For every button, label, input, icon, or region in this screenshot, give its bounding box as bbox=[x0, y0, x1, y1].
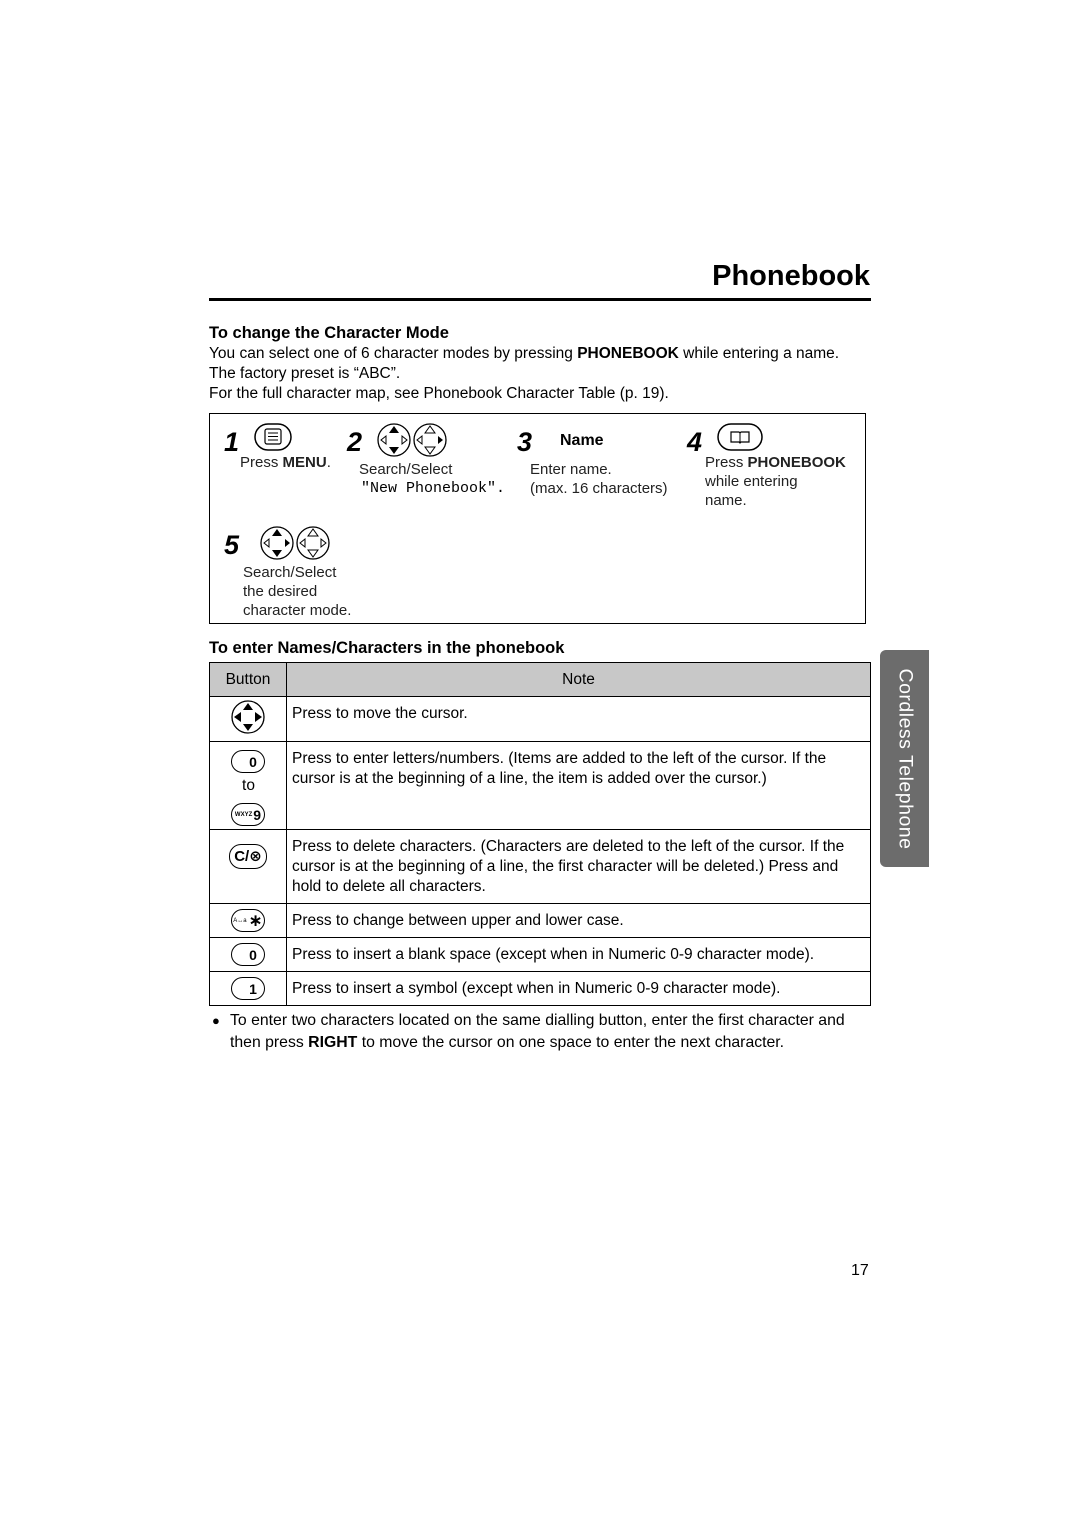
step-4-line-2: while entering bbox=[705, 473, 798, 490]
case-star-key-icon bbox=[231, 909, 265, 932]
intro-text-a: You can select one of 6 character modes by pressing bbox=[209, 345, 578, 362]
step-3-line-2: (max. 16 characters) bbox=[530, 480, 668, 497]
table-cell-note: Press to insert a symbol (except when in Numeric 0-9 character mode). bbox=[287, 972, 871, 1006]
side-tab-label: Cordless Telephone bbox=[894, 667, 916, 850]
step-5-line-3: character mode. bbox=[243, 602, 352, 619]
procedure-box bbox=[209, 413, 866, 624]
table-row bbox=[210, 938, 871, 972]
dial-key-9-letters: WXYZ bbox=[234, 811, 253, 818]
step-3-label: Name bbox=[560, 432, 604, 449]
bullet-note bbox=[212, 1010, 877, 1054]
step-3-line-1: Enter name. bbox=[530, 461, 612, 478]
key-0-icon bbox=[231, 943, 265, 966]
step-2-line-2: "New Phonebook". bbox=[361, 480, 506, 497]
table-cell-note: Press to insert a blank space (except when in Numeric 0-9 character mode). bbox=[287, 938, 871, 972]
step-2-number: 2 bbox=[347, 427, 363, 457]
title-rule bbox=[209, 298, 871, 301]
table-row bbox=[210, 697, 871, 742]
page-number: 17 bbox=[851, 1262, 869, 1279]
star-key-label: ∗ bbox=[248, 910, 263, 930]
step-3-number: 3 bbox=[517, 427, 533, 457]
table-cell-button bbox=[210, 742, 287, 830]
step-1-key-menu: MENU bbox=[282, 454, 327, 471]
step-5-line-2: the desired bbox=[243, 583, 318, 600]
intro-key-phonebook: PHONEBOOK bbox=[577, 345, 679, 362]
table-row bbox=[210, 904, 871, 938]
range-to-label: to bbox=[242, 777, 255, 794]
bullet-key-right: RIGHT bbox=[308, 1034, 358, 1051]
reference-paragraph: For the full character map, see Phonebook Character Table (p. 19). bbox=[209, 385, 669, 402]
column-header-note: Note bbox=[287, 663, 871, 697]
step-4-line-1 bbox=[705, 453, 846, 472]
table-row bbox=[210, 830, 871, 904]
table-cell-note: Press to move the cursor. bbox=[287, 697, 871, 742]
side-tab bbox=[880, 650, 929, 867]
step-4-label: Press bbox=[705, 454, 748, 471]
navigator-left-right-icon bbox=[260, 525, 332, 561]
table-cell-note: Press to enter letters/numbers. (Items are added to the left of the cursor. If the cursor is at the beginning of a line, the item is added over the cursor.) bbox=[287, 742, 871, 830]
dial-key-9-label: 9 bbox=[253, 806, 262, 823]
clear-key-icon: C/⊗ bbox=[229, 844, 267, 869]
button-note-table bbox=[209, 662, 871, 1006]
step-4-line-3: name. bbox=[705, 492, 747, 509]
bullet-text-a: To enter two characters located on the same dialling button, enter the first character and then press bbox=[230, 1012, 845, 1051]
table-header-row bbox=[210, 663, 871, 697]
navigator-up-down-icon bbox=[377, 422, 449, 458]
table-cell-button bbox=[210, 697, 287, 742]
step-5-number: 5 bbox=[224, 530, 240, 560]
key-1-label: 1 bbox=[249, 980, 257, 997]
step-4-number: 4 bbox=[687, 427, 703, 457]
dial-key-0-icon bbox=[231, 750, 265, 773]
navigator-4-way-icon bbox=[230, 699, 266, 735]
step-1-number: 1 bbox=[224, 427, 240, 457]
table-cell-button bbox=[210, 830, 287, 904]
phonebook-key-icon bbox=[717, 423, 763, 451]
step-1-label: Press bbox=[240, 454, 283, 471]
step-5-line-1: Search/Select bbox=[243, 564, 337, 581]
step-1-text bbox=[240, 453, 331, 472]
table-cell-note: Press to delete characters. (Characters are deleted to the left of the cursor. If the cursor is at the beginning of a line, the first character will be deleted.) Press and hold to delete all characters. bbox=[287, 830, 871, 904]
table-cell-button bbox=[210, 972, 287, 1006]
bullet-text-c: to move the cursor on one space to enter the next character. bbox=[357, 1034, 785, 1051]
step-4-key-phonebook: PHONEBOOK bbox=[747, 454, 846, 471]
intro-paragraph bbox=[209, 344, 869, 384]
step-2-line-1: Search/Select bbox=[359, 461, 453, 478]
column-header-button: Button bbox=[210, 663, 287, 697]
dial-key-9-icon bbox=[231, 803, 265, 826]
page-title: Phonebook bbox=[712, 260, 870, 292]
key-0-label: 0 bbox=[249, 946, 257, 963]
table-row bbox=[210, 972, 871, 1006]
case-key-letters: A↔a bbox=[233, 917, 247, 924]
intro-text-c: while entering a name. The factory preset is “ABC”. bbox=[209, 345, 840, 382]
section-heading-character-mode: To change the Character Mode bbox=[209, 324, 449, 342]
section-heading-enter-names: To enter Names/Characters in the phonebook bbox=[209, 639, 565, 657]
dial-key-0-label: 0 bbox=[249, 753, 257, 770]
key-1-icon bbox=[231, 977, 265, 1000]
table-cell-button bbox=[210, 904, 287, 938]
table-cell-button bbox=[210, 938, 287, 972]
step-1-end: . bbox=[326, 454, 331, 471]
bullet-text bbox=[230, 1010, 877, 1054]
table-row bbox=[210, 742, 871, 830]
bullet-dot: ● bbox=[212, 1013, 220, 1028]
menu-key-icon bbox=[254, 423, 292, 451]
table-cell-note: Press to change between upper and lower case. bbox=[287, 904, 871, 938]
